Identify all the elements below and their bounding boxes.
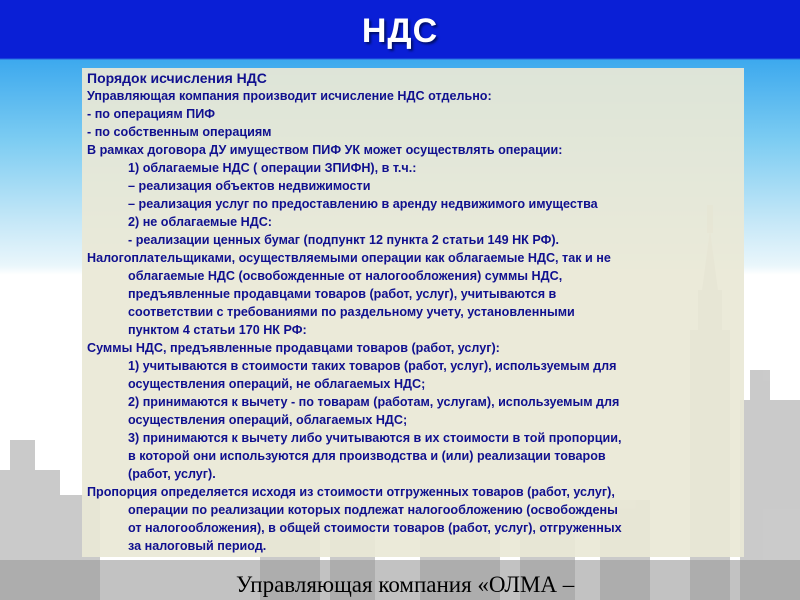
text-line: пунктом 4 статьи 170 НК РФ: bbox=[128, 323, 307, 337]
content-heading: Порядок исчисления НДС bbox=[87, 70, 267, 86]
text-line: 2) принимаются к вычету - по товарам (работам, услугам), используемым для bbox=[128, 395, 620, 409]
text-line: соответствии с требованиями по раздельному учету, установленными bbox=[128, 305, 575, 319]
text-line: 1) облагаемые НДС ( операции ЗПИФН), в т.ч.: bbox=[128, 161, 417, 175]
text-line: в которой они используются для производства и (или) реализации товаров bbox=[128, 449, 606, 463]
text-line: за налоговый период. bbox=[128, 539, 267, 553]
text-line: от налогообложения), в общей стоимости товаров (работ, услуг), отгруженных bbox=[128, 521, 622, 535]
text-line: Налогоплательщиками, осуществляемыми операции как облагаемые НДС, так и не bbox=[87, 251, 611, 265]
text-line: – реализация услуг по предоставлению в аренду недвижимого имущества bbox=[128, 197, 598, 211]
text-line: осуществления операций, облагаемых НДС; bbox=[128, 413, 408, 427]
text-line: - реализации ценных бумаг (подпункт 12 пункта 2 статьи 149 НК РФ). bbox=[128, 233, 560, 247]
text-line: Управляющая компания производит исчисление НДС отдельно: bbox=[87, 89, 492, 103]
text-line: В рамках договора ДУ имуществом ПИФ УК может осуществлять операции: bbox=[87, 143, 563, 157]
text-line: предъявленные продавцами товаров (работ, услуг), учитываются в bbox=[128, 287, 557, 301]
text-line: Суммы НДС, предъявленные продавцами товаров (работ, услуг): bbox=[87, 341, 500, 355]
content-panel bbox=[82, 68, 744, 557]
slide-title: НДС bbox=[361, 12, 439, 50]
text-line: - по собственным операциям bbox=[87, 125, 272, 139]
text-line: операции по реализации которых подлежат налогообложению (освобождены bbox=[128, 503, 618, 517]
text-line: – реализация объектов недвижимости bbox=[128, 179, 371, 193]
text-line: - по операциям ПИФ bbox=[87, 107, 215, 121]
text-line: (работ, услуг). bbox=[128, 467, 216, 481]
text-line: осуществления операций, не облагаемых НДС; bbox=[128, 377, 426, 391]
text-line: 1) учитываются в стоимости таких товаров (работ, услуг), используемым для bbox=[128, 359, 617, 373]
text-line: облагаемые НДС (освобожденные от налогообложения) суммы НДС, bbox=[128, 269, 563, 283]
text-line: Пропорция определяется исходя из стоимости отгруженных товаров (работ, услуг), bbox=[87, 485, 615, 499]
text-line: 3) принимаются к вычету либо учитываются в их стоимости в той пропорции, bbox=[128, 431, 622, 445]
text-line: 2) не облагаемые НДС: bbox=[128, 215, 272, 229]
footer-company-name: Управляющая компания «ОЛМА – bbox=[236, 572, 575, 597]
